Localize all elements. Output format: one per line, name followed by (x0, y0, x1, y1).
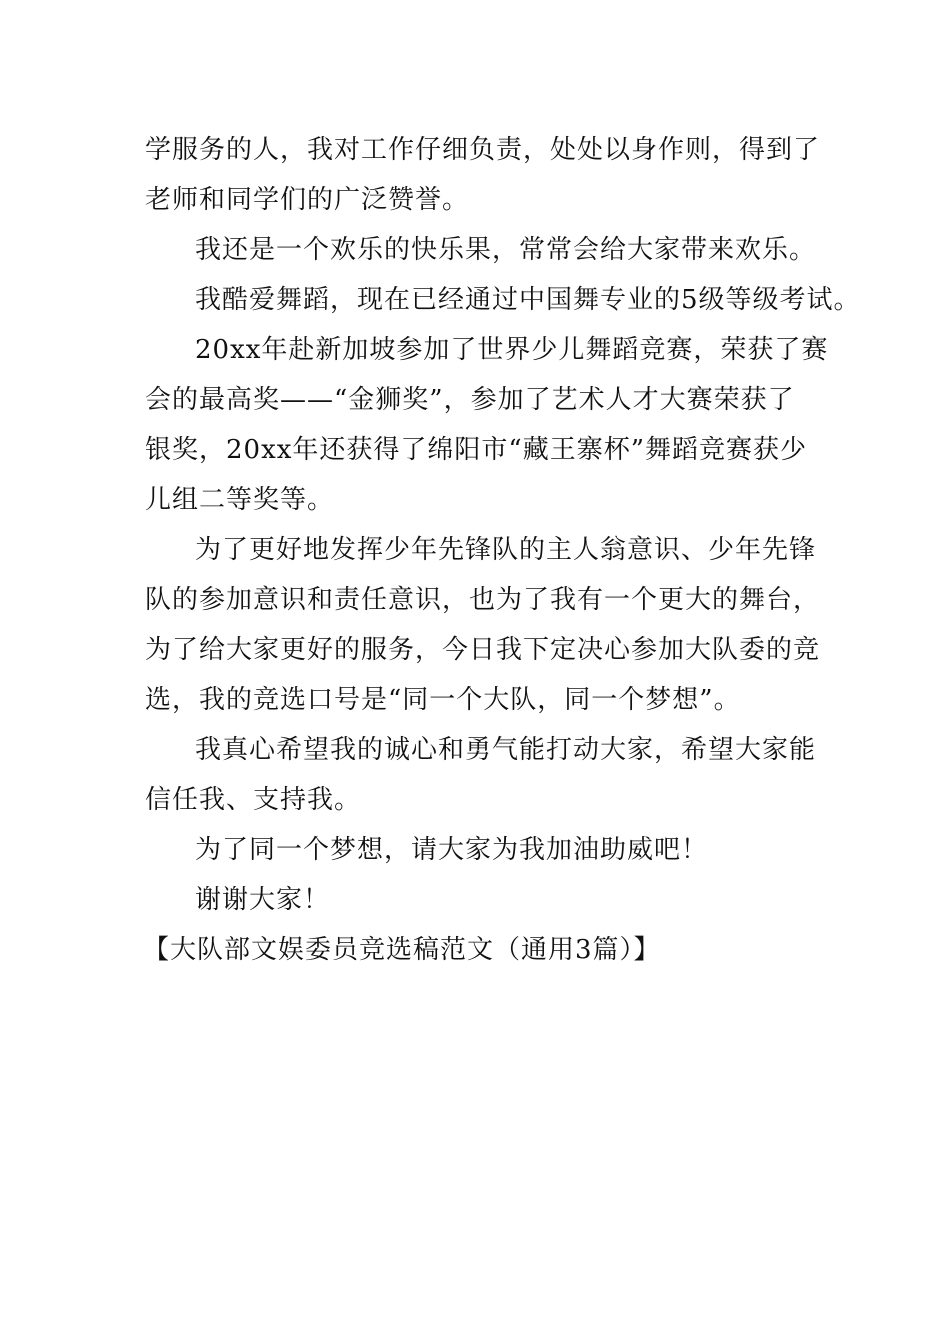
text-line: 儿组二等奖等。 (145, 485, 335, 515)
text-line: 选，我的竞选口号是“同一个大队，同一个梦想”。 (145, 685, 741, 715)
text-line: 队的参加意识和责任意识，也为了我有一个更大的舞台， (145, 585, 821, 615)
text-line: 会的最高奖——“金狮奖”，参加了艺术人才大赛荣获了 (145, 385, 795, 415)
text-line: 学服务的人，我对工作仔细负责，处处以身作则，得到了 (145, 135, 821, 165)
text-line: 老师和同学们的广泛赞誉。 (145, 185, 470, 215)
document-title-footer: 【大队部文娱委员竞选稿范文（通用3篇）】 (143, 935, 661, 965)
text-line: 为了更好地发挥少年先锋队的主人翁意识、少年先锋 (195, 535, 817, 565)
text-line: 我真心希望我的诚心和勇气能打动大家，希望大家能 (195, 735, 817, 765)
text-line: 银奖，20xx年还获得了绵阳市“藏王寨杯”舞蹈竞赛获少 (145, 435, 807, 465)
text-line: 为了给大家更好的服务，今日我下定决心参加大队委的竞 (145, 635, 821, 665)
text-line: 为了同一个梦想，请大家为我加油助威吧！ (195, 835, 709, 865)
text-line: 20xx年赴新加坡参加了世界少儿舞蹈竞赛，荣获了赛 (195, 335, 829, 365)
text-line: 信任我、支持我。 (145, 785, 362, 815)
text-line: 我酷爱舞蹈，现在已经通过中国舞专业的5级等级考试。 (195, 285, 861, 315)
text-line: 我还是一个欢乐的快乐果，常常会给大家带来欢乐。 (195, 235, 817, 265)
text-line: 谢谢大家！ (195, 885, 331, 915)
